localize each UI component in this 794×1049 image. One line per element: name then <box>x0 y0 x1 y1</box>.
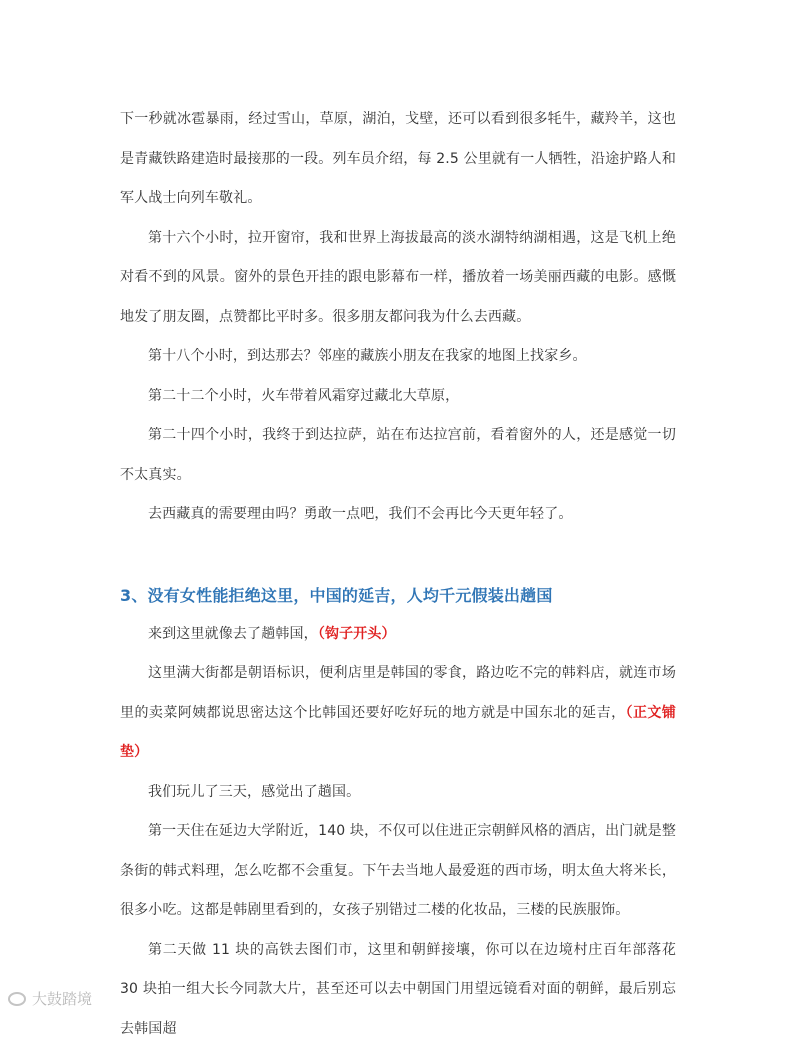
paragraph: 我们玩儿了三天，感觉出了趟国。 <box>120 773 676 813</box>
paragraph: 第二十四个小时，我终于到达拉萨，站在布达拉宫前，看着窗外的人，还是感觉一切不太真实。 <box>120 416 676 495</box>
watermark <box>8 988 92 1009</box>
annotation-note: （正文铺垫） <box>120 705 676 761</box>
paragraph: 去西藏真的需要理由吗？勇敢一点吧，我们不会再比今天更年轻了。 <box>120 495 676 535</box>
paragraph <box>120 654 676 773</box>
paragraph <box>120 615 676 655</box>
watermark-logo-icon <box>8 992 26 1006</box>
paragraph-text: 这里满大街都是朝语标识，便利店里是韩国的零食，路边吃不完的韩料店，就连市场里的卖菜阿姨都说思密达这个比韩国还要好吃好玩的地方就是中国东北的延吉， <box>120 665 676 721</box>
paragraph: 第二十二个小时，火车带着风霜穿过藏北大草原， <box>120 377 676 417</box>
paragraph: 第二天做 11 块的高铁去图们市，这里和朝鲜接壤，你可以在边境村庄百年部落花 30 块拍一组大长今同款大片，甚至还可以去中朝国门用望远镜看对面的朝鲜，最后别忘去韩国超 <box>120 931 676 1049</box>
paragraph-text: 来到这里就像去了趟韩国， <box>148 626 318 642</box>
section-heading: 3、没有女性能拒绝这里，中国的延吉，人均千元假装出趟国 <box>120 576 676 615</box>
annotation-note: （钩子开头） <box>318 626 396 642</box>
paragraph: 下一秒就冰雹暴雨，经过雪山，草原，湖泊，戈壁，还可以看到很多牦牛，藏羚羊，这也是青藏铁路建造时最接那的一段。列车员介绍，每 2.5 公里就有一人牺牲，沿途护路人和军人战士向列车敬礼。 <box>120 100 676 219</box>
paragraph: 第一天住在延边大学附近，140 块，不仅可以住进正宗朝鲜风格的酒店，出门就是整条街的韩式料理，怎么吃都不会重复。下午去当地人最爱逛的西市场，明太鱼大将米长，很多小吃。这都是韩剧里看到的，女孩子别错过二楼的化妆品，三楼的民族服饰。 <box>120 812 676 931</box>
paragraph: 第十八个小时，到达那去？邻座的藏族小朋友在我家的地图上找家乡。 <box>120 337 676 377</box>
watermark-text: 大鼓踏境 <box>32 988 92 1009</box>
document-body <box>120 100 676 1049</box>
paragraph: 第十六个小时，拉开窗帘，我和世界上海拔最高的淡水湖特纳湖相遇，这是飞机上绝对看不到的风景。窗外的景色开挂的跟电影幕布一样，播放着一场美丽西藏的电影。感慨地发了朋友圈，点赞都比平时多。很多朋友都问我为什么去西藏。 <box>120 219 676 338</box>
